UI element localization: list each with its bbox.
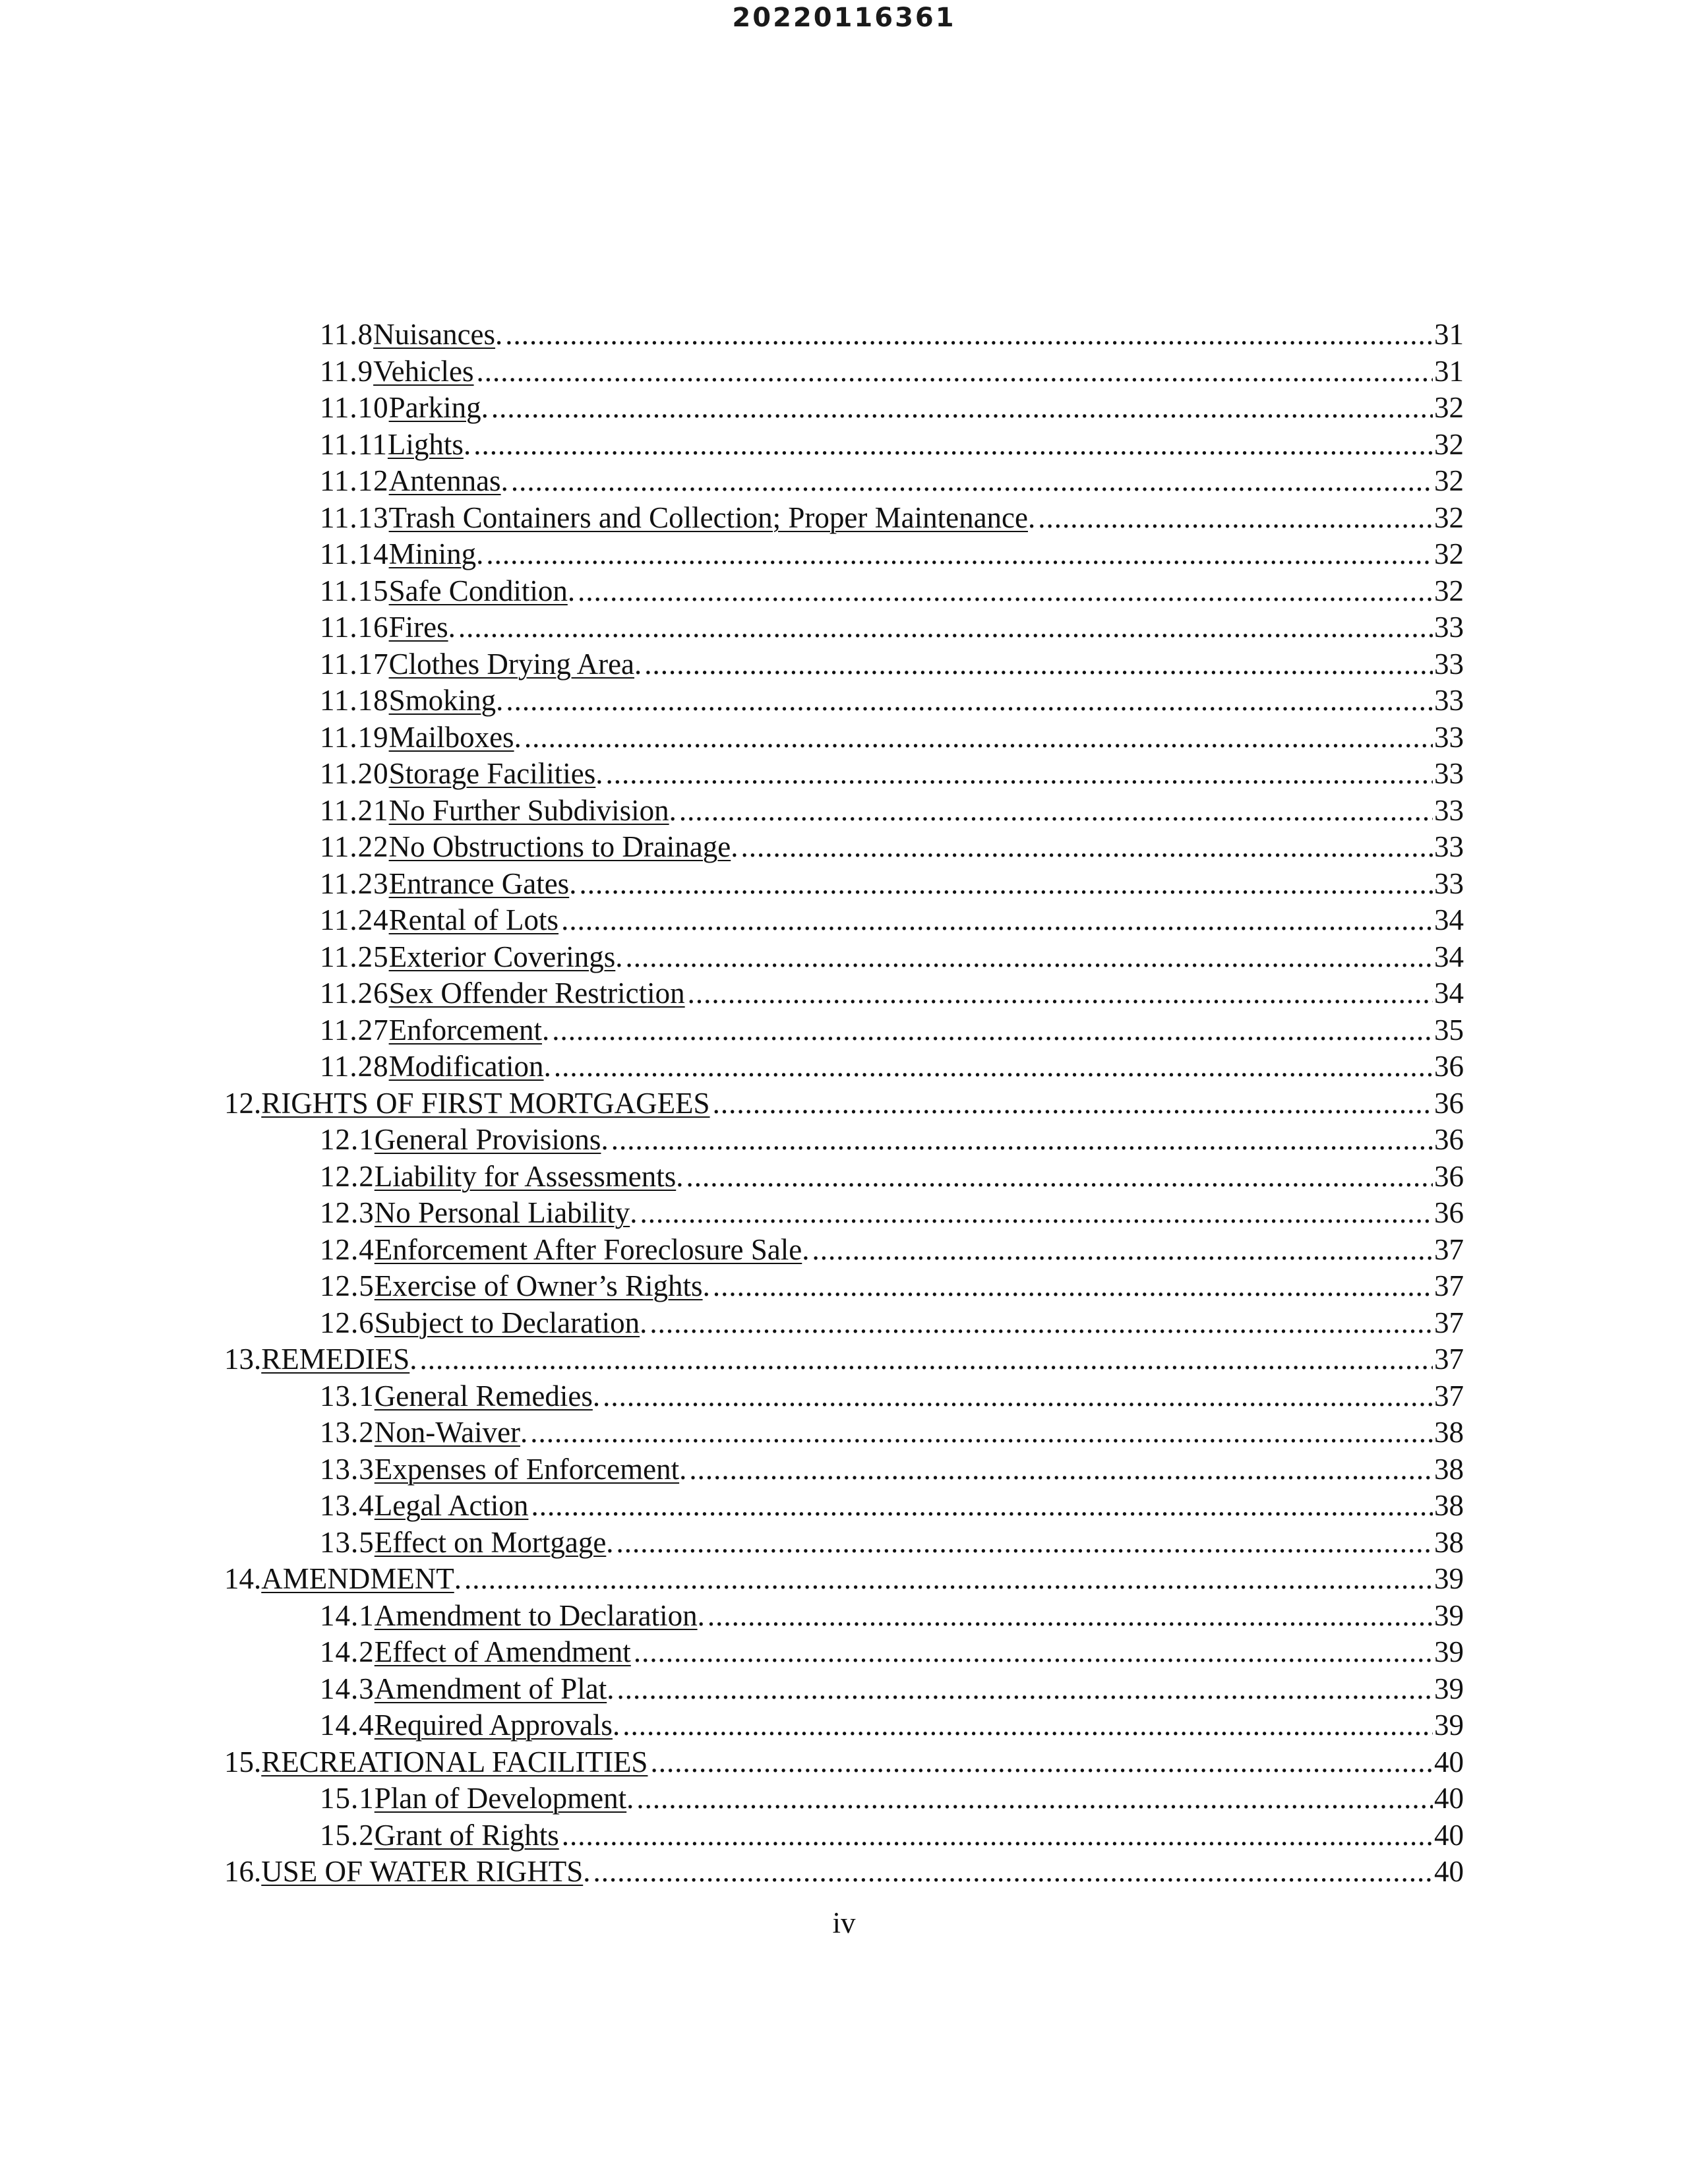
dot-leader [531,1488,1433,1525]
dot-leader [611,1122,1433,1159]
toc-entry-punctuation: . [496,684,504,717]
toc-entry-punctuation: . [640,1306,648,1339]
dot-leader [561,902,1433,939]
toc-entry-punctuation: . [676,1159,684,1193]
dot-leader [464,1561,1433,1598]
toc-subsection-entry[interactable] [218,1122,1464,1159]
dot-leader [491,390,1433,427]
toc-entry-number: 12.5 [320,1269,375,1302]
toc-entry-page: 34 [1434,977,1464,1010]
toc-entry-punctuation: . [606,1525,614,1559]
dot-leader [524,719,1433,756]
toc-entry-punctuation: . [454,1562,462,1595]
toc-entry-page: 39 [1434,1672,1464,1705]
toc-entry-number: 12.2 [320,1159,375,1193]
toc-subsection-entry[interactable] [218,1232,1464,1269]
toc-subsection-entry[interactable] [218,1414,1464,1451]
toc-entry-title[interactable]: Plan of Development [374,1782,627,1815]
dot-leader [741,829,1433,866]
toc-subsection-entry[interactable] [218,1012,1464,1049]
toc-subsection-entry[interactable] [218,353,1464,390]
dot-leader [617,1671,1433,1708]
dot-leader [554,1048,1433,1085]
toc-entry-number: 11.17 [320,647,389,681]
dot-leader [473,427,1433,464]
toc-entry-title[interactable]: AMENDMENT [261,1562,454,1595]
dot-leader [650,1744,1433,1781]
toc-entry-number: 13. [224,1343,262,1376]
toc-entry-number: 13.3 [320,1452,375,1486]
toc-entry-page: 39 [1434,1709,1464,1742]
toc-subsection-entry[interactable] [218,609,1464,646]
toc-subsection-entry[interactable] [218,1268,1464,1305]
toc-entry-number: 12.4 [320,1232,375,1266]
document-number: 20220116361 [732,3,956,33]
dot-leader [505,317,1433,353]
toc-entry-page: 39 [1434,1562,1464,1595]
toc-entry-number: 11.8 [320,318,374,351]
toc-subsection-entry[interactable] [218,463,1464,500]
toc-entry-page: 38 [1434,1416,1464,1449]
toc-entry-punctuation: . [543,1050,551,1083]
toc-entry-number: 11.10 [320,391,389,424]
toc-entry-title[interactable]: Effect on Mortgage [374,1525,607,1559]
dot-leader [636,1780,1433,1817]
toc-subsection-entry[interactable] [218,500,1464,537]
toc-entry-page: 38 [1434,1489,1464,1522]
toc-section-entry[interactable] [218,1854,1464,1891]
dot-leader [579,866,1433,903]
toc-entry-number: 11.26 [320,977,389,1010]
toc-entry-title[interactable]: Trash Containers and Collection; Proper Maintenance [388,501,1028,534]
toc-entry-page: 37 [1434,1269,1464,1302]
toc-entry-number: 11.14 [320,537,389,570]
toc-entry-number: 13.5 [320,1525,375,1559]
toc-entry-punctuation: . [1027,501,1036,534]
toc-entry-title[interactable]: Enforcement [388,1013,542,1046]
toc-subsection-entry[interactable] [218,1378,1464,1415]
toc-entry-title[interactable]: RECREATIONAL FACILITIES [261,1745,648,1778]
toc-entry-number: 11.28 [320,1050,389,1083]
toc-entry-number: 11.24 [320,903,389,936]
toc-subsection-entry[interactable] [218,939,1464,976]
toc-entry-number: 15.1 [320,1782,375,1815]
toc-entry-title[interactable]: General Remedies [374,1379,593,1412]
toc-entry-punctuation: . [520,1416,528,1449]
toc-entry-page: 36 [1434,1159,1464,1193]
dot-leader [644,646,1433,683]
toc-entry-punctuation: . [514,720,522,754]
toc-entry-punctuation: . [626,1782,634,1815]
toc-subsection-entry[interactable] [218,975,1464,1012]
toc-entry-number: 11.12 [320,464,389,497]
dot-leader [634,1634,1433,1671]
toc-entry-number: 13.4 [320,1489,375,1522]
toc-entry-punctuation: . [409,1343,417,1376]
toc-entry-punctuation: . [612,1709,620,1742]
toc-subsection-entry[interactable] [218,1048,1464,1085]
toc-entry-punctuation: . [802,1232,810,1266]
toc-entry-title[interactable]: USE OF WATER RIGHTS [261,1855,584,1888]
toc-entry-title[interactable]: Parking [388,391,481,424]
toc-subsection-entry[interactable] [218,646,1464,683]
toc-entry-page: 36 [1434,1123,1464,1156]
toc-entry-page: 34 [1434,903,1464,936]
toc-entry-punctuation: . [702,1269,710,1302]
toc-subsection-entry[interactable] [218,1451,1464,1488]
toc-entry-page: 37 [1434,1306,1464,1339]
toc-entry-punctuation: . [697,1598,705,1632]
toc-entry-page: 33 [1434,866,1464,900]
toc-entry-title[interactable]: Mailboxes [388,720,514,754]
dot-leader [562,1817,1433,1854]
toc-entry-title[interactable]: Mining [388,537,477,570]
toc-entry-page: 31 [1434,318,1464,351]
toc-entry-punctuation: . [731,830,738,863]
toc-entry-number: 11.15 [320,574,389,607]
toc-entry-page: 40 [1434,1818,1464,1852]
toc-subsection-entry[interactable] [218,902,1464,939]
toc-subsection-entry[interactable] [218,1195,1464,1232]
toc-entry-number: 16. [224,1855,262,1888]
toc-entry-page: 33 [1434,611,1464,644]
toc-entry-page: 33 [1434,830,1464,863]
toc-entry-title[interactable]: General Provisions [374,1123,601,1156]
dot-leader [593,1854,1433,1891]
toc-entry-title[interactable]: Amendment of Plat [374,1672,607,1705]
toc-entry-page: 38 [1434,1525,1464,1559]
toc-entry-page: 33 [1434,647,1464,681]
toc-entry-title[interactable]: Storage Facilities [388,757,596,790]
toc-entry-page: 31 [1434,354,1464,388]
toc-entry-title[interactable]: No Personal Liability [374,1196,630,1229]
toc-subsection-entry[interactable] [218,829,1464,866]
toc-subsection-entry[interactable] [218,1817,1464,1854]
toc-section-entry[interactable] [218,1744,1464,1781]
toc-entry-number: 12.6 [320,1306,375,1339]
toc-entry-title[interactable]: Antennas [388,464,501,497]
dot-leader [578,573,1433,610]
dot-leader [622,1707,1433,1744]
toc-entry-number: 11.27 [320,1013,389,1046]
toc-entry-title[interactable]: Effect of Amendment [374,1635,631,1668]
toc-section-entry[interactable] [218,1561,1464,1598]
toc-entry-page: 39 [1434,1635,1464,1668]
toc-entry-punctuation: . [448,611,456,644]
toc-entry-punctuation: . [500,464,508,497]
toc-entry-punctuation: . [583,1855,591,1888]
toc-entry-title[interactable]: Sex Offender Restriction [388,977,685,1010]
toc-entry-page: 33 [1434,684,1464,717]
toc-entry-number: 15. [224,1745,262,1778]
toc-entry-page: 32 [1434,391,1464,424]
toc-entry-title[interactable]: Modification [388,1050,544,1083]
toc-subsection-entry[interactable] [218,536,1464,573]
toc-entry-page: 37 [1434,1232,1464,1266]
toc-entry-number: 12. [224,1086,262,1120]
dot-leader [486,536,1433,573]
toc-subsection-entry[interactable] [218,1634,1464,1671]
toc-entry-punctuation: . [569,866,577,900]
toc-subsection-entry[interactable] [218,390,1464,427]
toc-entry-title[interactable]: Expenses of Enforcement [374,1452,680,1486]
toc-entry-page: 32 [1434,574,1464,607]
toc-entry-number: 11.22 [320,830,389,863]
toc-entry-page: 39 [1434,1598,1464,1632]
dot-leader [530,1414,1433,1451]
toc-entry-punctuation: . [595,757,603,790]
toc-entry-page: 37 [1434,1379,1464,1412]
toc-entry-number: 12.3 [320,1196,375,1229]
toc-subsection-entry[interactable] [218,1671,1464,1708]
toc-subsection-entry[interactable] [218,1598,1464,1635]
toc-entry-number: 11.16 [320,611,389,644]
table-of-contents [218,317,1464,1891]
toc-entry-title[interactable]: Clothes Drying Area [388,647,635,681]
toc-entry-page: 36 [1434,1050,1464,1083]
dot-leader [708,1598,1433,1635]
toc-entry-page: 32 [1434,464,1464,497]
toc-entry-punctuation: . [541,1013,550,1046]
toc-entry-punctuation: . [630,1196,638,1229]
toc-entry-title[interactable]: Lights [387,427,464,461]
toc-entry-title[interactable]: Rental of Lots [388,903,559,936]
toc-entry-page: 32 [1434,537,1464,570]
toc-subsection-entry[interactable] [218,427,1464,464]
toc-entry-page: 33 [1434,757,1464,790]
toc-entry-title[interactable]: RIGHTS OF FIRST MORTGAGEES [261,1086,710,1120]
toc-entry-title[interactable]: Nuisances [373,318,496,351]
toc-subsection-entry[interactable] [218,1707,1464,1744]
toc-entry-page: 38 [1434,1452,1464,1486]
toc-entry-number: 11.18 [320,684,389,717]
toc-entry-title[interactable]: Enforcement After Foreclosure Sale [374,1232,802,1266]
dot-leader [626,939,1433,976]
toc-subsection-entry[interactable] [218,317,1464,353]
toc-entry-number: 11.25 [320,940,389,973]
toc-entry-number: 11.23 [320,866,389,900]
toc-subsection-entry[interactable] [218,1159,1464,1196]
toc-subsection-entry[interactable] [218,866,1464,903]
toc-subsection-entry[interactable] [218,682,1464,719]
toc-section-entry[interactable] [218,1085,1464,1122]
toc-entry-number: 11.19 [320,720,389,754]
toc-entry-title[interactable]: Exterior Coverings [388,940,616,973]
dot-leader [552,1012,1433,1049]
toc-subsection-entry[interactable] [218,756,1464,793]
toc-entry-punctuation: . [601,1123,609,1156]
toc-entry-punctuation: . [495,318,503,351]
toc-entry-number: 11.20 [320,757,389,790]
toc-entry-page: 33 [1434,793,1464,827]
toc-entry-number: 11.21 [320,793,389,827]
toc-entry-number: 15.2 [320,1818,375,1852]
toc-entry-title[interactable]: Fires [388,611,448,644]
toc-entry-title[interactable]: Liability for Assessments [374,1159,677,1193]
dot-leader [649,1305,1433,1342]
toc-entry-page: 35 [1434,1013,1464,1046]
toc-entry-page: 36 [1434,1196,1464,1229]
toc-subsection-entry[interactable] [218,793,1464,830]
toc-entry-punctuation: . [615,940,623,973]
toc-entry-title[interactable]: Required Approvals [374,1709,613,1742]
toc-entry-page: 33 [1434,720,1464,754]
dot-leader [688,975,1433,1012]
toc-entry-number: 14. [224,1562,262,1595]
dot-leader [713,1085,1433,1122]
toc-entry-page: 40 [1434,1782,1464,1815]
toc-entry-title[interactable]: REMEDIES [261,1343,410,1376]
toc-entry-title[interactable]: Non-Waiver [374,1416,521,1449]
toc-entry-punctuation: . [669,793,677,827]
toc-subsection-entry[interactable] [218,719,1464,756]
dot-leader [506,682,1433,719]
page-number: iv [832,1906,856,1939]
dot-leader [511,463,1433,500]
toc-entry-number: 11.11 [320,427,388,461]
toc-entry-title[interactable]: Exercise of Owner’s Rights [374,1269,703,1302]
toc-entry-page: 32 [1434,501,1464,534]
toc-entry-title[interactable]: Safe Condition [388,574,568,607]
toc-entry-punctuation: . [679,1452,687,1486]
toc-entry-title[interactable]: Smoking [388,684,497,717]
toc-entry-number: 13.1 [320,1379,375,1412]
toc-entry-number: 14.1 [320,1598,375,1632]
dot-leader [477,353,1433,390]
toc-entry-page: 37 [1434,1343,1464,1376]
toc-entry-punctuation: . [463,427,471,461]
toc-entry-number: 14.4 [320,1709,375,1742]
toc-entry-title[interactable]: No Obstructions to Drainage [388,830,731,863]
toc-entry-page: 40 [1434,1855,1464,1888]
toc-entry-page: 40 [1434,1745,1464,1778]
toc-entry-title[interactable]: Amendment to Declaration [374,1598,698,1632]
toc-entry-punctuation: . [634,647,642,681]
dot-leader [686,1159,1433,1196]
toc-entry-title[interactable]: Legal Action [374,1489,529,1522]
dot-leader [617,1525,1433,1562]
toc-section-entry[interactable] [218,1341,1464,1378]
toc-subsection-entry[interactable] [218,1305,1464,1342]
dot-leader [606,756,1433,793]
toc-entry-page: 32 [1434,427,1464,461]
toc-entry-number: 12.1 [320,1123,375,1156]
toc-entry-title[interactable]: Entrance Gates [388,866,570,900]
toc-entry-punctuation: . [592,1379,601,1412]
toc-subsection-entry[interactable] [218,1488,1464,1525]
toc-entry-punctuation: . [607,1672,615,1705]
toc-entry-title[interactable]: Vehicles [373,354,474,388]
toc-entry-number: 14.3 [320,1672,375,1705]
toc-subsection-entry[interactable] [218,1525,1464,1562]
dot-leader [679,793,1433,830]
toc-entry-number: 11.13 [320,501,389,534]
toc-entry-punctuation: . [476,537,484,570]
toc-entry-number: 13.2 [320,1416,375,1449]
dot-leader [603,1378,1433,1415]
toc-entry-page: 34 [1434,940,1464,973]
toc-subsection-entry[interactable] [218,1780,1464,1817]
toc-entry-title[interactable]: No Further Subdivision [388,793,669,827]
toc-entry-punctuation: . [481,391,489,424]
dot-leader [1038,500,1433,537]
toc-entry-number: 14.2 [320,1635,375,1668]
dot-leader [812,1232,1433,1269]
toc-entry-number: 11.9 [320,354,374,388]
toc-subsection-entry[interactable] [218,573,1464,610]
toc-entry-title[interactable]: Grant of Rights [374,1818,559,1852]
dot-leader [640,1195,1433,1232]
toc-entry-title[interactable]: Subject to Declaration [374,1306,640,1339]
dot-leader [420,1341,1433,1378]
toc-entry-punctuation: . [567,574,576,607]
dot-leader [689,1451,1433,1488]
dot-leader [458,609,1433,646]
dot-leader [713,1268,1433,1305]
toc-entry-page: 36 [1434,1086,1464,1120]
